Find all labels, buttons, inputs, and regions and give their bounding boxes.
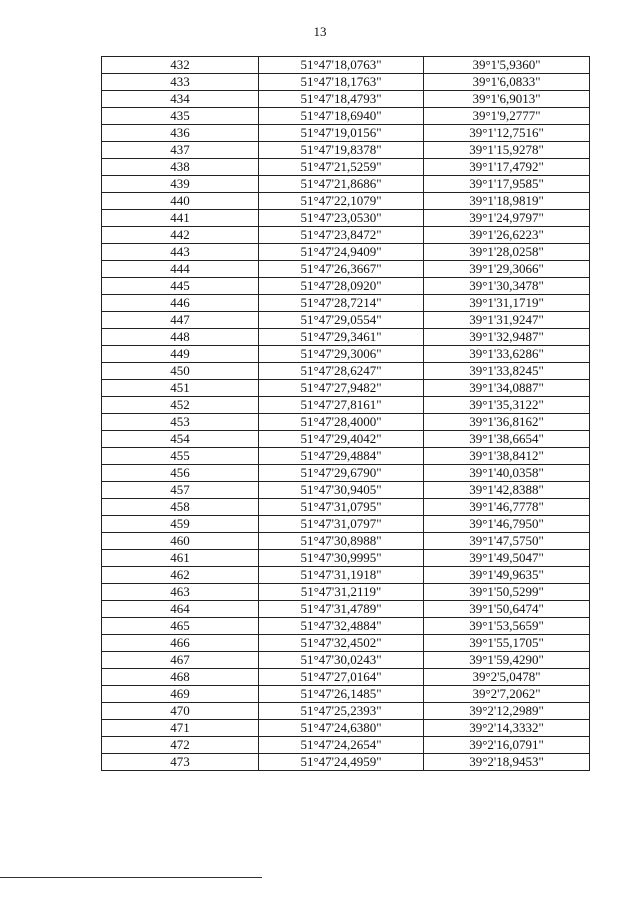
latitude-cell: 51°47'32,4884" — [259, 618, 424, 635]
table-row — [102, 720, 590, 737]
longitude-cell: 39°1'50,5299" — [424, 584, 590, 601]
table-row — [102, 482, 590, 499]
latitude-cell: 51°47'30,8988" — [259, 533, 424, 550]
table-row — [102, 652, 590, 669]
latitude-cell: 51°47'26,1485" — [259, 686, 424, 703]
point-number-cell: 458 — [102, 499, 259, 516]
table-row — [102, 669, 590, 686]
point-number-cell: 473 — [102, 754, 259, 771]
point-number-cell: 472 — [102, 737, 259, 754]
longitude-cell: 39°1'29,3066" — [424, 261, 590, 278]
longitude-cell: 39°1'28,0258" — [424, 244, 590, 261]
latitude-cell: 51°47'19,8378" — [259, 142, 424, 159]
point-number-cell: 437 — [102, 142, 259, 159]
table-row — [102, 346, 590, 363]
point-number-cell: 448 — [102, 329, 259, 346]
longitude-cell: 39°1'33,6286" — [424, 346, 590, 363]
table-row — [102, 618, 590, 635]
latitude-cell: 51°47'18,4793" — [259, 91, 424, 108]
point-number-cell: 450 — [102, 363, 259, 380]
point-number-cell: 444 — [102, 261, 259, 278]
table-row — [102, 295, 590, 312]
longitude-cell: 39°1'17,4792" — [424, 159, 590, 176]
latitude-cell: 51°47'27,0164" — [259, 669, 424, 686]
longitude-cell: 39°1'55,1705" — [424, 635, 590, 652]
latitude-cell: 51°47'30,9405" — [259, 482, 424, 499]
point-number-cell: 460 — [102, 533, 259, 550]
point-number-cell: 451 — [102, 380, 259, 397]
longitude-cell: 39°2'12,2989" — [424, 703, 590, 720]
table-row — [102, 516, 590, 533]
point-number-cell: 467 — [102, 652, 259, 669]
longitude-cell: 39°1'9,2777" — [424, 108, 590, 125]
point-number-cell: 452 — [102, 397, 259, 414]
longitude-cell: 39°1'31,1719" — [424, 295, 590, 312]
table-row — [102, 108, 590, 125]
longitude-cell: 39°1'6,9013" — [424, 91, 590, 108]
latitude-cell: 51°47'27,9482" — [259, 380, 424, 397]
table-row — [102, 278, 590, 295]
latitude-cell: 51°47'21,5259" — [259, 159, 424, 176]
page-number: 13 — [313, 24, 327, 39]
point-number-cell: 443 — [102, 244, 259, 261]
longitude-cell: 39°2'5,0478" — [424, 669, 590, 686]
latitude-cell: 51°47'28,4000" — [259, 414, 424, 431]
point-number-cell: 447 — [102, 312, 259, 329]
table-row — [102, 754, 590, 771]
point-number-cell: 462 — [102, 567, 259, 584]
point-number-cell: 439 — [102, 176, 259, 193]
table-row — [102, 57, 590, 74]
latitude-cell: 51°47'30,9995" — [259, 550, 424, 567]
table-row — [102, 431, 590, 448]
longitude-cell: 39°1'46,7778" — [424, 499, 590, 516]
point-number-cell: 436 — [102, 125, 259, 142]
table-row — [102, 635, 590, 652]
longitude-cell: 39°1'49,5047" — [424, 550, 590, 567]
longitude-cell: 39°1'26,6223" — [424, 227, 590, 244]
latitude-cell: 51°47'29,3006" — [259, 346, 424, 363]
table-row — [102, 193, 590, 210]
point-number-cell: 432 — [102, 57, 259, 74]
point-number-cell: 456 — [102, 465, 259, 482]
longitude-cell: 39°1'15,9278" — [424, 142, 590, 159]
longitude-cell: 39°1'12,7516" — [424, 125, 590, 142]
longitude-cell: 39°1'47,5750" — [424, 533, 590, 550]
table-row — [102, 74, 590, 91]
table-row — [102, 142, 590, 159]
point-number-cell: 440 — [102, 193, 259, 210]
table-row — [102, 261, 590, 278]
footer-divider — [0, 877, 262, 878]
latitude-cell: 51°47'31,2119" — [259, 584, 424, 601]
longitude-cell: 39°1'59,4290" — [424, 652, 590, 669]
table-row — [102, 499, 590, 516]
longitude-cell: 39°1'40,0358" — [424, 465, 590, 482]
table-row — [102, 703, 590, 720]
table-row — [102, 159, 590, 176]
latitude-cell: 51°47'31,1918" — [259, 567, 424, 584]
table-row — [102, 550, 590, 567]
point-number-cell: 470 — [102, 703, 259, 720]
table-row — [102, 227, 590, 244]
table-row — [102, 329, 590, 346]
point-number-cell: 471 — [102, 720, 259, 737]
latitude-cell: 51°47'31,4789" — [259, 601, 424, 618]
latitude-cell: 51°47'23,8472" — [259, 227, 424, 244]
point-number-cell: 434 — [102, 91, 259, 108]
latitude-cell: 51°47'24,4959" — [259, 754, 424, 771]
longitude-cell: 39°1'36,8162" — [424, 414, 590, 431]
latitude-cell: 51°47'18,1763" — [259, 74, 424, 91]
table-row — [102, 414, 590, 431]
latitude-cell: 51°47'29,0554" — [259, 312, 424, 329]
point-number-cell: 469 — [102, 686, 259, 703]
latitude-cell: 51°47'24,2654" — [259, 737, 424, 754]
latitude-cell: 51°47'29,4884" — [259, 448, 424, 465]
longitude-cell: 39°1'6,0833" — [424, 74, 590, 91]
point-number-cell: 441 — [102, 210, 259, 227]
longitude-cell: 39°1'24,9797" — [424, 210, 590, 227]
longitude-cell: 39°1'32,9487" — [424, 329, 590, 346]
table-row — [102, 210, 590, 227]
latitude-cell: 51°47'18,6940" — [259, 108, 424, 125]
longitude-cell: 39°2'14,3332" — [424, 720, 590, 737]
longitude-cell: 39°1'35,3122" — [424, 397, 590, 414]
point-number-cell: 459 — [102, 516, 259, 533]
latitude-cell: 51°47'23,0530" — [259, 210, 424, 227]
latitude-cell: 51°47'25,2393" — [259, 703, 424, 720]
latitude-cell: 51°47'18,0763" — [259, 57, 424, 74]
longitude-cell: 39°1'34,0887" — [424, 380, 590, 397]
longitude-cell: 39°1'17,9585" — [424, 176, 590, 193]
coordinates-table — [101, 56, 590, 771]
latitude-cell: 51°47'24,9409" — [259, 244, 424, 261]
latitude-cell: 51°47'28,7214" — [259, 295, 424, 312]
coordinates-table-body — [102, 57, 590, 771]
table-row — [102, 567, 590, 584]
latitude-cell: 51°47'29,4042" — [259, 431, 424, 448]
point-number-cell: 453 — [102, 414, 259, 431]
table-row — [102, 465, 590, 482]
point-number-cell: 442 — [102, 227, 259, 244]
point-number-cell: 466 — [102, 635, 259, 652]
longitude-cell: 39°1'18,9819" — [424, 193, 590, 210]
table-row — [102, 244, 590, 261]
longitude-cell: 39°2'16,0791" — [424, 737, 590, 754]
point-number-cell: 463 — [102, 584, 259, 601]
table-row — [102, 91, 590, 108]
point-number-cell: 465 — [102, 618, 259, 635]
point-number-cell: 438 — [102, 159, 259, 176]
latitude-cell: 51°47'29,6790" — [259, 465, 424, 482]
point-number-cell: 461 — [102, 550, 259, 567]
point-number-cell: 433 — [102, 74, 259, 91]
table-row — [102, 363, 590, 380]
table-row — [102, 686, 590, 703]
latitude-cell: 51°47'22,1079" — [259, 193, 424, 210]
latitude-cell: 51°47'24,6380" — [259, 720, 424, 737]
point-number-cell: 454 — [102, 431, 259, 448]
point-number-cell: 457 — [102, 482, 259, 499]
longitude-cell: 39°1'38,8412" — [424, 448, 590, 465]
longitude-cell: 39°1'46,7950" — [424, 516, 590, 533]
longitude-cell: 39°1'31,9247" — [424, 312, 590, 329]
point-number-cell: 435 — [102, 108, 259, 125]
point-number-cell: 449 — [102, 346, 259, 363]
longitude-cell: 39°1'53,5659" — [424, 618, 590, 635]
longitude-cell: 39°1'49,9635" — [424, 567, 590, 584]
longitude-cell: 39°1'33,8245" — [424, 363, 590, 380]
table-row — [102, 584, 590, 601]
longitude-cell: 39°2'18,9453" — [424, 754, 590, 771]
longitude-cell: 39°1'42,8388" — [424, 482, 590, 499]
point-number-cell: 446 — [102, 295, 259, 312]
latitude-cell: 51°47'32,4502" — [259, 635, 424, 652]
latitude-cell: 51°47'29,3461" — [259, 329, 424, 346]
latitude-cell: 51°47'21,8686" — [259, 176, 424, 193]
latitude-cell: 51°47'26,3667" — [259, 261, 424, 278]
table-row — [102, 533, 590, 550]
table-row — [102, 125, 590, 142]
longitude-cell: 39°2'7,2062" — [424, 686, 590, 703]
point-number-cell: 464 — [102, 601, 259, 618]
table-row — [102, 397, 590, 414]
table-row — [102, 380, 590, 397]
table-row — [102, 176, 590, 193]
longitude-cell: 39°1'5,9360" — [424, 57, 590, 74]
longitude-cell: 39°1'30,3478" — [424, 278, 590, 295]
longitude-cell: 39°1'38,6654" — [424, 431, 590, 448]
table-row — [102, 737, 590, 754]
latitude-cell: 51°47'19,0156" — [259, 125, 424, 142]
longitude-cell: 39°1'50,6474" — [424, 601, 590, 618]
point-number-cell: 468 — [102, 669, 259, 686]
latitude-cell: 51°47'31,0795" — [259, 499, 424, 516]
point-number-cell: 445 — [102, 278, 259, 295]
table-row — [102, 448, 590, 465]
point-number-cell: 455 — [102, 448, 259, 465]
latitude-cell: 51°47'28,0920" — [259, 278, 424, 295]
table-row — [102, 312, 590, 329]
latitude-cell: 51°47'28,6247" — [259, 363, 424, 380]
latitude-cell: 51°47'31,0797" — [259, 516, 424, 533]
latitude-cell: 51°47'27,8161" — [259, 397, 424, 414]
latitude-cell: 51°47'30,0243" — [259, 652, 424, 669]
table-row — [102, 601, 590, 618]
